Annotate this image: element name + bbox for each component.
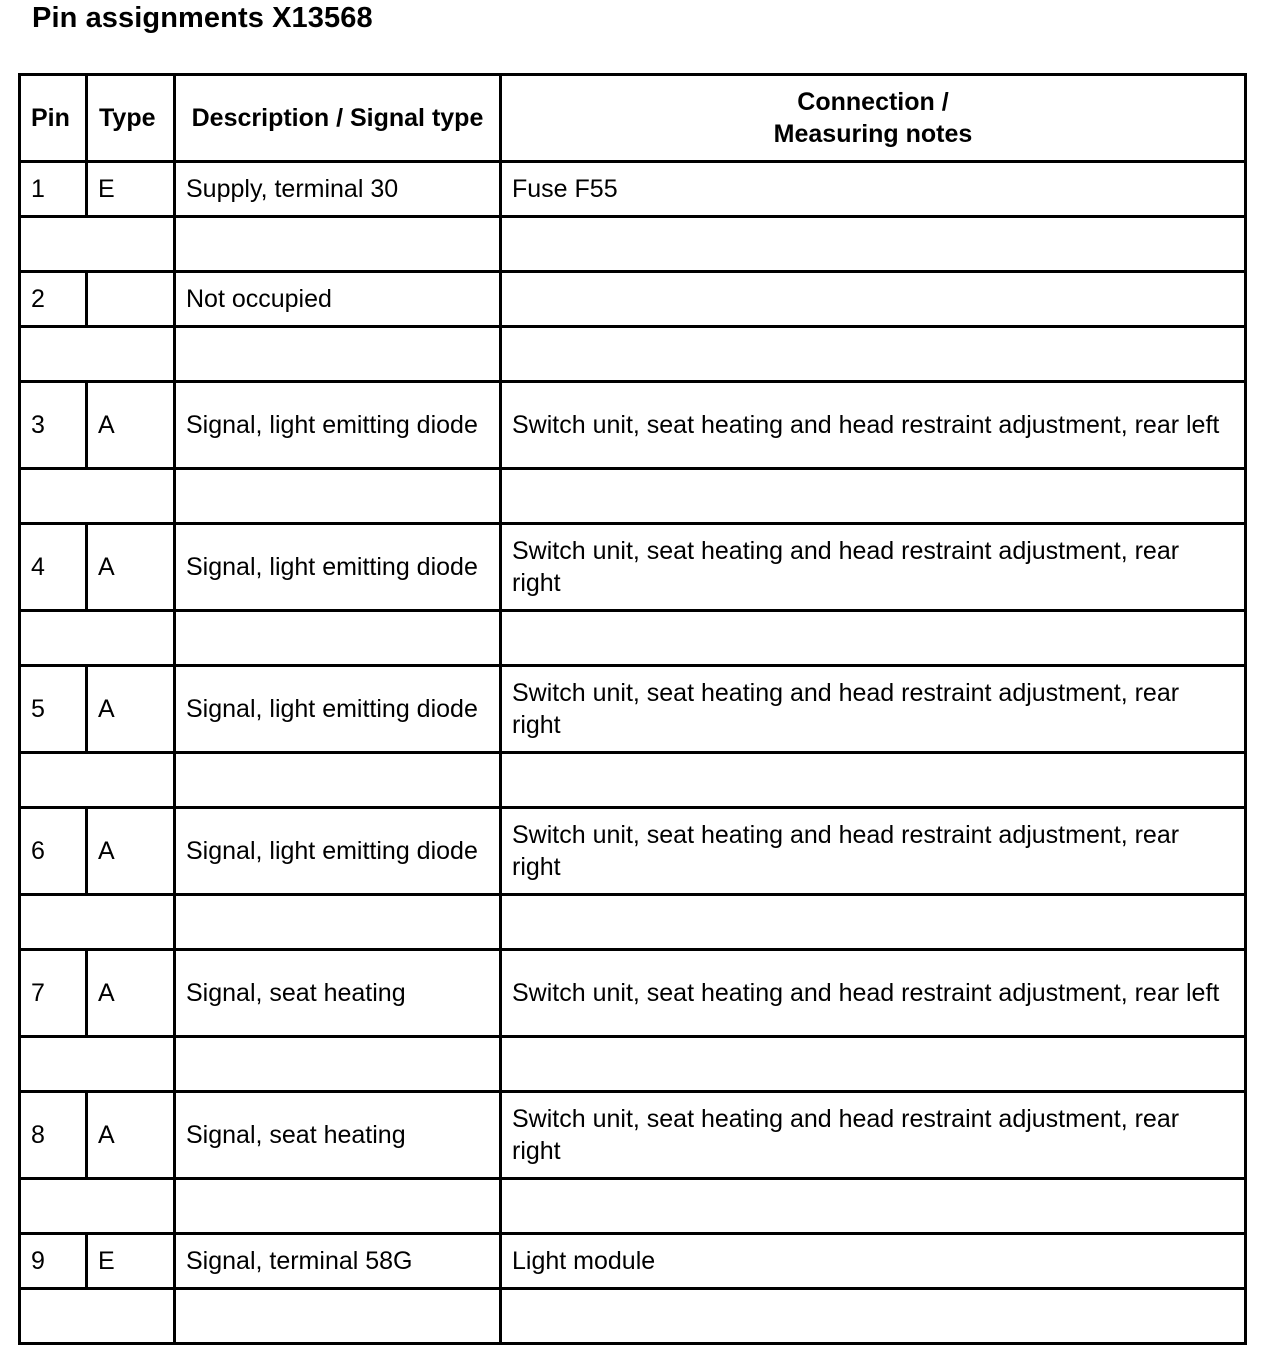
type-cell: A	[87, 1092, 175, 1179]
type-cell: A	[87, 666, 175, 753]
connection-cell: Switch unit, seat heating and head restraint adjustment, rear right	[501, 524, 1246, 611]
spacer-cell	[20, 327, 175, 382]
spacer-cell	[20, 1179, 175, 1234]
type-cell: A	[87, 524, 175, 611]
spacer-cell	[20, 611, 175, 666]
spacer-row	[20, 1289, 1246, 1344]
table-row	[20, 272, 1246, 327]
table-header-row	[20, 75, 1246, 162]
description-cell: Signal, light emitting diode	[175, 524, 501, 611]
header-description: Description / Signal type	[175, 75, 501, 162]
header-type: Type	[87, 75, 175, 162]
description-cell: Signal, light emitting diode	[175, 382, 501, 469]
spacer-row	[20, 1037, 1246, 1092]
description-cell: Signal, seat heating	[175, 1092, 501, 1179]
spacer-cell	[501, 469, 1246, 524]
pin-cell: 7	[20, 950, 87, 1037]
table-row	[20, 808, 1246, 895]
description-cell: Signal, light emitting diode	[175, 666, 501, 753]
connection-cell: Light module	[501, 1234, 1246, 1289]
connection-cell: Switch unit, seat heating and head restraint adjustment, rear right	[501, 808, 1246, 895]
spacer-cell	[175, 895, 501, 950]
header-connection-line1: Connection /	[797, 88, 949, 116]
pin-cell: 1	[20, 162, 87, 217]
table-row	[20, 1092, 1246, 1179]
spacer-cell	[20, 1289, 175, 1344]
pin-cell: 3	[20, 382, 87, 469]
spacer-cell	[501, 1179, 1246, 1234]
spacer-cell	[20, 469, 175, 524]
pin-cell: 9	[20, 1234, 87, 1289]
type-cell	[87, 272, 175, 327]
connection-cell: Switch unit, seat heating and head restraint adjustment, rear right	[501, 1092, 1246, 1179]
header-connection	[501, 75, 1246, 162]
connection-cell	[501, 272, 1246, 327]
description-cell: Supply, terminal 30	[175, 162, 501, 217]
spacer-cell	[20, 895, 175, 950]
spacer-cell	[501, 1037, 1246, 1092]
spacer-cell	[20, 1037, 175, 1092]
spacer-cell	[501, 753, 1246, 808]
spacer-row	[20, 327, 1246, 382]
spacer-row	[20, 1179, 1246, 1234]
table-row	[20, 950, 1246, 1037]
spacer-cell	[175, 217, 501, 272]
connection-cell: Switch unit, seat heating and head restraint adjustment, rear right	[501, 666, 1246, 753]
spacer-cell	[175, 1179, 501, 1234]
spacer-cell	[501, 895, 1246, 950]
spacer-cell	[501, 217, 1246, 272]
spacer-cell	[501, 327, 1246, 382]
spacer-cell	[175, 1289, 501, 1344]
connection-cell: Fuse F55	[501, 162, 1246, 217]
spacer-cell	[501, 611, 1246, 666]
spacer-row	[20, 469, 1246, 524]
spacer-cell	[501, 1289, 1246, 1344]
table-row	[20, 162, 1246, 217]
description-cell: Signal, terminal 58G	[175, 1234, 501, 1289]
description-cell: Signal, light emitting diode	[175, 808, 501, 895]
pin-cell: 4	[20, 524, 87, 611]
description-cell: Signal, seat heating	[175, 950, 501, 1037]
pin-cell: 6	[20, 808, 87, 895]
description-cell: Not occupied	[175, 272, 501, 327]
header-connection-line2: Measuring notes	[773, 120, 973, 148]
connection-cell: Switch unit, seat heating and head restraint adjustment, rear left	[501, 382, 1246, 469]
type-cell: A	[87, 382, 175, 469]
spacer-row	[20, 895, 1246, 950]
spacer-row	[20, 753, 1246, 808]
connection-cell: Switch unit, seat heating and head restraint adjustment, rear left	[501, 950, 1246, 1037]
pin-cell: 8	[20, 1092, 87, 1179]
spacer-cell	[175, 1037, 501, 1092]
type-cell: E	[87, 1234, 175, 1289]
spacer-cell	[175, 753, 501, 808]
spacer-cell	[175, 469, 501, 524]
header-pin: Pin	[20, 75, 87, 162]
spacer-cell	[175, 327, 501, 382]
table-row	[20, 1234, 1246, 1289]
spacer-row	[20, 611, 1246, 666]
spacer-cell	[175, 611, 501, 666]
page-title: Pin assignments X13568	[32, 2, 373, 34]
type-cell: E	[87, 162, 175, 217]
spacer-cell	[20, 217, 175, 272]
table-row	[20, 382, 1246, 469]
type-cell: A	[87, 808, 175, 895]
pin-cell: 5	[20, 666, 87, 753]
pin-cell: 2	[20, 272, 87, 327]
type-cell: A	[87, 950, 175, 1037]
pin-assignment-table	[18, 73, 1247, 1345]
spacer-cell	[20, 753, 175, 808]
table-row	[20, 524, 1246, 611]
table-row	[20, 666, 1246, 753]
spacer-row	[20, 217, 1246, 272]
